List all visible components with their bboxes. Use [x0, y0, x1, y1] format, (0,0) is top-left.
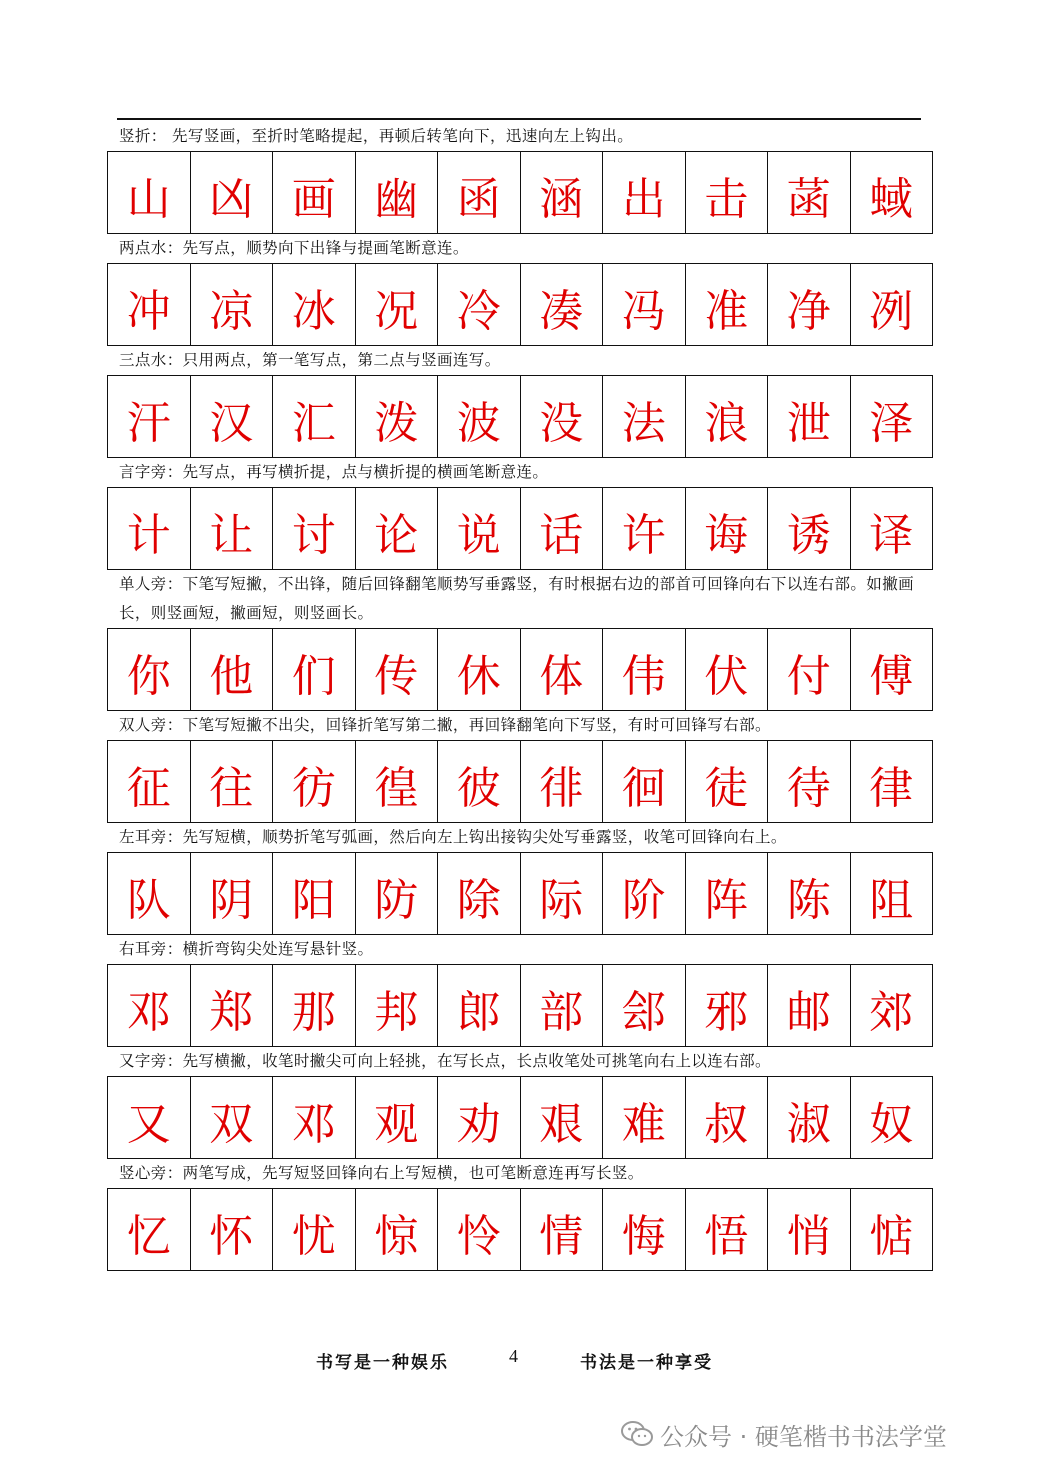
character-cell: 计	[126, 509, 171, 561]
character-cell: 涵	[520, 152, 603, 233]
character-cell: 论	[355, 488, 438, 569]
character-cell: 浪	[685, 376, 768, 457]
character-cell: 们	[272, 629, 355, 710]
character-cell: 凶	[190, 152, 273, 233]
character-cell: 阴	[190, 853, 273, 934]
character-cell: 冽	[850, 264, 933, 345]
character-cell: 付	[767, 629, 850, 710]
character-grid-row	[107, 628, 933, 711]
character-cell: 画	[272, 152, 355, 233]
page-footer	[0, 1340, 1039, 1376]
section-instruction: 言字旁：先写点，再写横折提，点与横折提的横画笔断意连。	[119, 463, 549, 481]
character-cell: 他	[190, 629, 273, 710]
character-cell: 汉	[190, 376, 273, 457]
character-cell: 讨	[272, 488, 355, 569]
character-cell: 艰	[520, 1077, 603, 1158]
character-cell: 汗	[126, 397, 171, 449]
character-grid-row	[107, 263, 933, 346]
character-cell: 叔	[685, 1077, 768, 1158]
character-cell: 郐	[602, 965, 685, 1046]
character-cell: 出	[602, 152, 685, 233]
character-cell: 傅	[850, 629, 933, 710]
character-cell: 诱	[767, 488, 850, 569]
character-cell: 菡	[767, 152, 850, 233]
character-cell: 郎	[437, 965, 520, 1046]
character-cell: 际	[520, 853, 603, 934]
character-cell: 泽	[850, 376, 933, 457]
character-cell: 邓	[126, 986, 171, 1038]
character-cell: 阳	[272, 853, 355, 934]
character-cell: 山	[126, 173, 171, 225]
character-cell: 忧	[272, 1189, 355, 1270]
section-instruction: 又字旁：先写横撇，收笔时撇尖可向上轻挑，在写长点，长点收笔处可挑笔向右上以连右部。	[119, 1052, 771, 1070]
character-cell: 击	[685, 152, 768, 233]
character-cell: 淑	[767, 1077, 850, 1158]
character-cell: 双	[190, 1077, 273, 1158]
character-cell: 阻	[850, 853, 933, 934]
character-cell: 劝	[437, 1077, 520, 1158]
character-cell: 观	[355, 1077, 438, 1158]
character-cell: 又	[126, 1098, 171, 1150]
character-grid-row	[107, 151, 933, 234]
section-instruction: 单人旁：下笔写短撇，不出锋，随后回锋翻笔顺势写垂露竖，有时根据右边的部首可回锋向右下以连右部。如撇画长，则竖画短，撇画短，则竖画长。	[119, 575, 915, 622]
character-cell: 波	[437, 376, 520, 457]
character-cell: 阵	[685, 853, 768, 934]
character-cell: 徘	[520, 741, 603, 822]
wechat-icon	[620, 1420, 654, 1448]
character-cell: 伏	[685, 629, 768, 710]
character-cell: 函	[437, 152, 520, 233]
character-grid-row	[107, 1188, 933, 1271]
character-cell: 话	[520, 488, 603, 569]
character-cell: 防	[355, 853, 438, 934]
character-cell: 奴	[850, 1077, 933, 1158]
section-instruction: 竖心旁：两笔写成，先写短竖回锋向右上写短横，也可笔断意连再写长竖。	[119, 1164, 644, 1182]
character-cell: 部	[520, 965, 603, 1046]
character-cell: 让	[190, 488, 273, 569]
section-instruction: 左耳旁：先写短横，顺势折笔写弧画，然后向左上钩出接钩尖处写垂露竖，收笔可回锋向右上。	[119, 828, 787, 846]
character-cell: 准	[685, 264, 768, 345]
character-cell: 幽	[355, 152, 438, 233]
character-cell: 悟	[685, 1189, 768, 1270]
character-cell: 泄	[767, 376, 850, 457]
character-cell: 邪	[685, 965, 768, 1046]
character-cell: 惊	[355, 1189, 438, 1270]
character-cell: 汇	[272, 376, 355, 457]
character-cell: 彷	[272, 741, 355, 822]
footer-motto-left: 书写是一种娱乐	[316, 1353, 449, 1373]
section-instruction: 右耳旁：横折弯钩尖处连写悬针竖。	[119, 940, 374, 958]
character-cell: 冯	[602, 264, 685, 345]
character-cell: 许	[602, 488, 685, 569]
character-grid-row	[107, 740, 933, 823]
character-cell: 冰	[272, 264, 355, 345]
character-cell: 蜮	[850, 152, 933, 233]
character-cell: 邦	[355, 965, 438, 1046]
character-grid-row	[107, 1076, 933, 1159]
character-cell: 凑	[520, 264, 603, 345]
character-cell: 阶	[602, 853, 685, 934]
character-cell: 郊	[850, 965, 933, 1046]
character-grid-row	[107, 964, 933, 1047]
character-cell: 彼	[437, 741, 520, 822]
character-cell: 体	[520, 629, 603, 710]
character-cell: 说	[437, 488, 520, 569]
character-grid-row	[107, 487, 933, 570]
footer-motto-right: 书法是一种享受	[580, 1353, 713, 1373]
character-cell: 休	[437, 629, 520, 710]
character-grid-row	[107, 375, 933, 458]
character-cell: 邓	[272, 1077, 355, 1158]
section-instruction: 三点水：只用两点，第一笔写点，第二点与竖画连写。	[119, 351, 501, 369]
character-cell: 你	[126, 650, 171, 702]
character-cell: 征	[126, 762, 171, 814]
character-cell: 传	[355, 629, 438, 710]
character-cell: 悄	[767, 1189, 850, 1270]
character-cell: 法	[602, 376, 685, 457]
character-cell: 悔	[602, 1189, 685, 1270]
character-cell: 况	[355, 264, 438, 345]
character-cell: 凉	[190, 264, 273, 345]
character-cell: 那	[272, 965, 355, 1046]
character-cell: 怀	[190, 1189, 273, 1270]
character-cell: 除	[437, 853, 520, 934]
character-cell: 队	[126, 874, 171, 926]
character-cell: 郑	[190, 965, 273, 1046]
character-cell: 诲	[685, 488, 768, 569]
character-cell: 忆	[126, 1210, 171, 1262]
top-rule	[117, 118, 921, 120]
character-cell: 待	[767, 741, 850, 822]
character-cell: 情	[520, 1189, 603, 1270]
character-cell: 冲	[126, 285, 171, 337]
character-cell: 徨	[355, 741, 438, 822]
section-instruction: 两点水：先写点，顺势向下出锋与提画笔断意连。	[119, 239, 469, 257]
watermark-text: 公众号 · 硬笔楷书书法学堂	[660, 1422, 947, 1451]
page-number: 4	[509, 1346, 518, 1366]
character-cell: 净	[767, 264, 850, 345]
character-cell: 邮	[767, 965, 850, 1046]
character-cell: 泼	[355, 376, 438, 457]
character-cell: 没	[520, 376, 603, 457]
character-cell: 陈	[767, 853, 850, 934]
character-grid-row	[107, 852, 933, 935]
section-instruction: 双人旁：下笔写短撇不出尖，回锋折笔写第二撇，再回锋翻笔向下写竖，有时可回锋写右部。	[119, 716, 771, 734]
practice-sheet	[107, 122, 933, 1271]
character-cell: 律	[850, 741, 933, 822]
character-cell: 伟	[602, 629, 685, 710]
character-cell: 冷	[437, 264, 520, 345]
character-cell: 徒	[685, 741, 768, 822]
character-cell: 往	[190, 741, 273, 822]
character-cell: 怜	[437, 1189, 520, 1270]
character-cell: 难	[602, 1077, 685, 1158]
wechat-watermark	[620, 1414, 947, 1454]
character-cell: 惦	[850, 1189, 933, 1270]
section-instruction: 竖折： 先写竖画，至折时笔略提起，再顿后转笔向下，迅速向左上钩出。	[119, 127, 634, 145]
character-cell: 译	[850, 488, 933, 569]
character-cell: 徊	[602, 741, 685, 822]
